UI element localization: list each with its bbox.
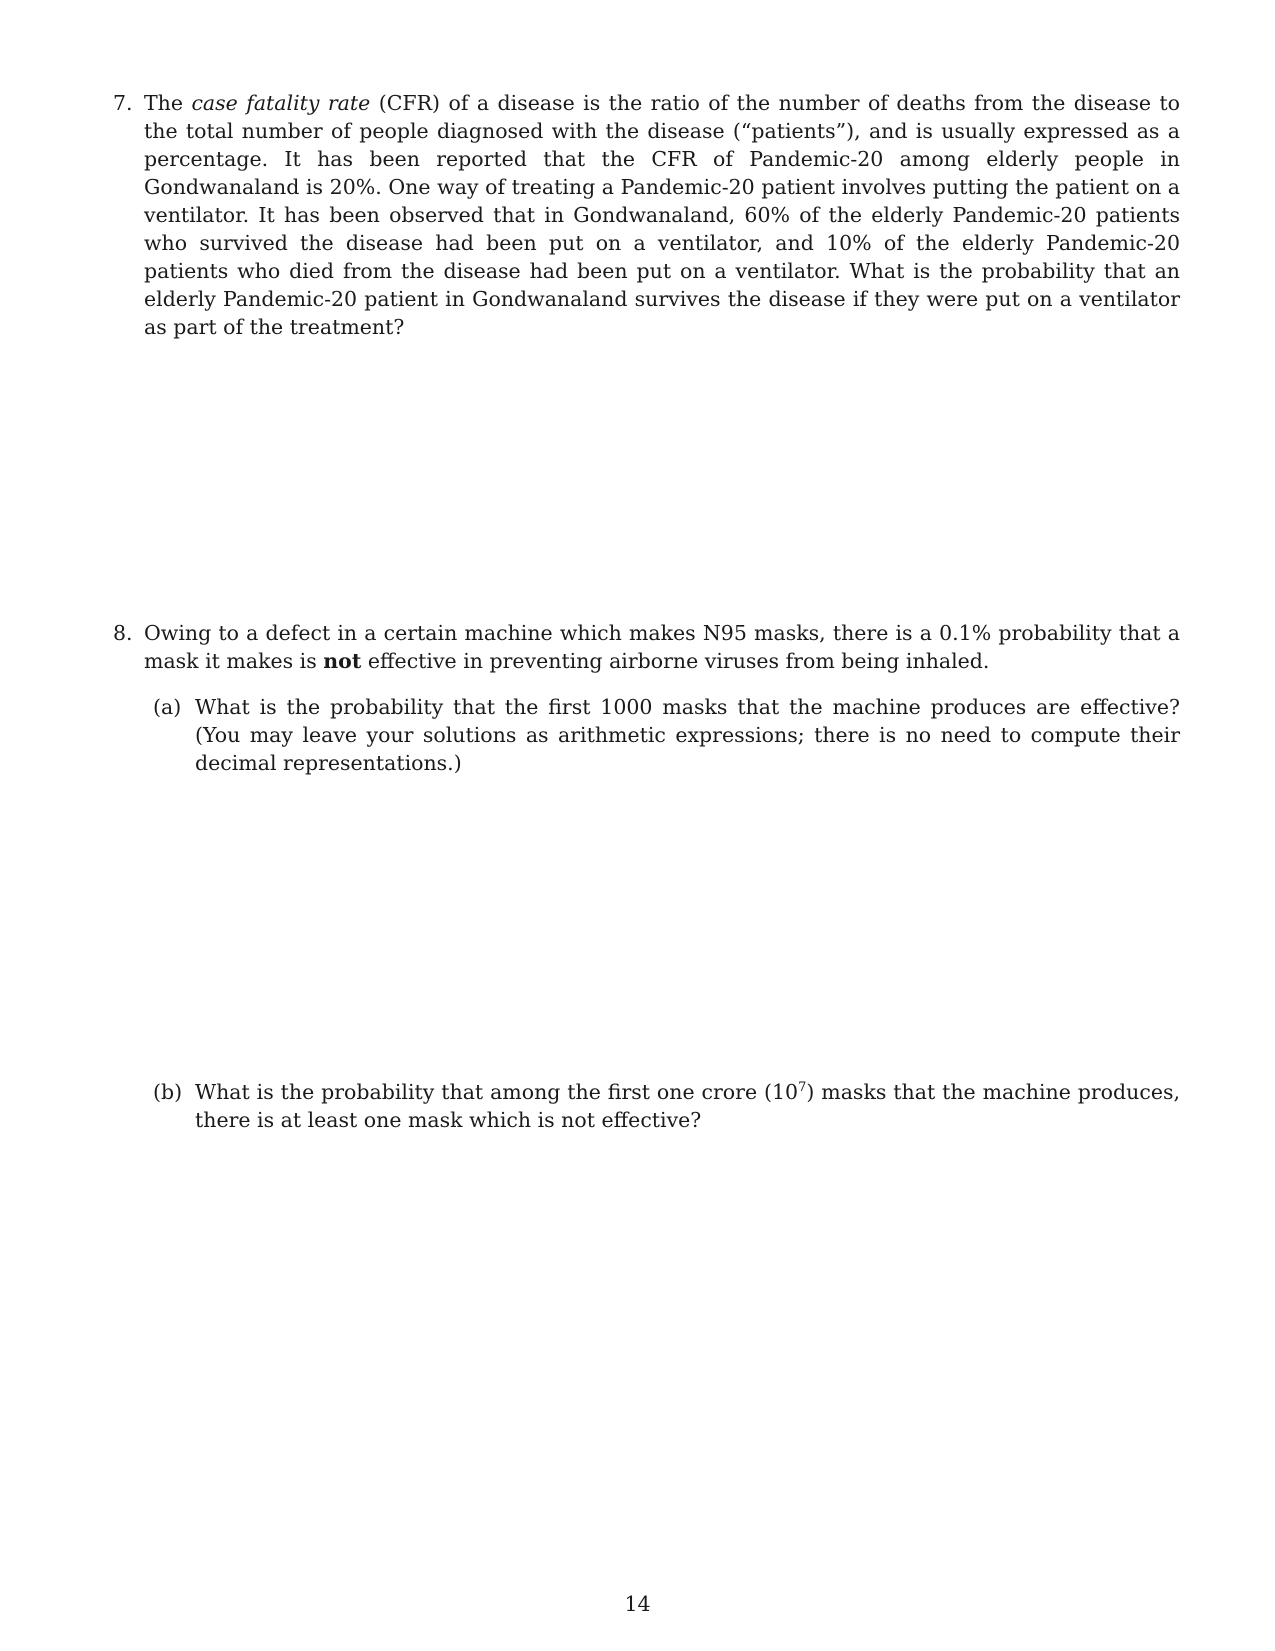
question-8: [113, 619, 1180, 675]
question-number: 8.: [113, 621, 133, 645]
question-8a: [153, 693, 1180, 777]
question-text-body: (CFR) of a disease is the ratio of the number of deaths from the disease to the total number of people diagnosed with the disease (“patients”), and is usually expressed as a percentage. It has been reported that the CFR of Pandemic-20 among elderly people in Gondwanaland is 20%. One way of treating a Pandemic-20 patient involves putting the patient on a ventilator. It has been observed that in Gondwanaland, 60% of the elderly Pandemic-20 patients who survived the disease had been put on a ventilator, and 10% of the elderly Pandemic-20 patients who died from the disease had been put on a ventilator. What is the probability that an elderly Pandemic-20 patient in Gondwanaland survives the disease if they were put on a ventilator as part of the treatment?: [144, 91, 1181, 339]
question-text: [144, 619, 1180, 675]
question-text-intro: The: [144, 91, 192, 115]
subquestion-text: What is the probability that the first 1000 masks that the machine produces are effective? (You may leave your solutions as arithmetic expressions; there is no need to compute their decimal representations.): [195, 695, 1180, 775]
term-case-fatality-rate: case fatality rate: [191, 91, 371, 115]
emphasis-not: not: [323, 649, 362, 673]
subquestion-text-before: What is the probability that among the first one crore (10: [195, 1080, 799, 1104]
exponent: 7: [798, 1080, 807, 1096]
subquestion-label: (a): [153, 695, 182, 719]
question-7: [113, 89, 1180, 341]
question-text: [144, 89, 1180, 341]
question-text-intro: Owing to a defect in a certain machine which makes N95 masks, there is a 0.1% probability that a mask it makes is: [144, 621, 1180, 673]
page-number: 14: [624, 1592, 651, 1616]
question-8b: [153, 1078, 1180, 1134]
subquestion-label: (b): [153, 1080, 183, 1104]
question-number: 7.: [113, 91, 133, 115]
question-text-body: effective in preventing airborne viruses from being inhaled.: [361, 649, 990, 673]
subquestion-text: [195, 1078, 1180, 1134]
subquestion-text-after: ) masks that the machine produces, there is at least one mask which is not effective?: [195, 1080, 1180, 1132]
